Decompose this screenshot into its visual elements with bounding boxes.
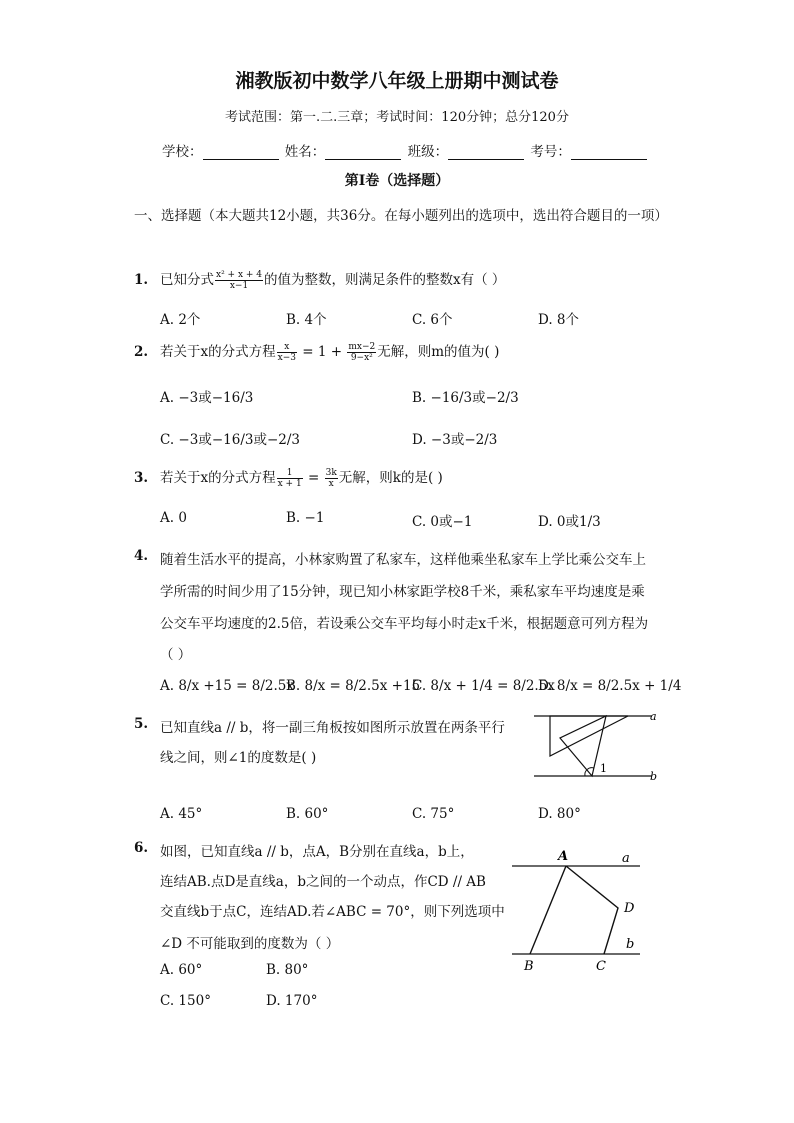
q2-frac2-den: 9−x² [350,353,373,363]
question-6-number: 6. [134,840,149,856]
q6-option-d[interactable]: D. 170° [266,993,318,1009]
q2-post: 无解，则m的值为( ) [377,344,500,360]
point-b-label: B [524,959,534,974]
line-b-label: b [626,937,635,952]
q2-frac1-den: x−3 [277,353,296,363]
q3-fraction-1 [277,468,303,489]
question-text [160,466,443,489]
q2-fraction-1 [277,342,297,363]
section-title: 第I卷（选择题） [344,173,450,189]
point-d-label: D [624,901,635,916]
question-number: 1. [134,272,149,288]
q1-option-a[interactable]: A. 2个 [160,312,201,328]
question-5-line-1: 已知直线a // b，将一副三角板按如图所示放置在两条平行 [160,720,505,736]
q3-eq: = [303,470,324,486]
q3-frac2-den: x [328,479,334,489]
question-text [160,340,499,363]
q1-option-b[interactable]: B. 4个 [286,312,327,328]
q1-pre: 已知分式 [160,272,214,288]
q1-option-c[interactable]: C. 6个 [412,312,453,328]
q1-post: 的值为整数，则满足条件的整数x有（ ） [264,272,506,288]
question-number: 2. [134,344,149,360]
angle-1-label: 1 [600,762,607,775]
q6-option-b[interactable]: B. 80° [266,962,309,978]
question-6-line-4: ∠D 不可能取到的度数为（ ） [160,936,340,952]
q2-eq: = 1 + [297,344,347,360]
q4-option-a[interactable]: A. 8/x +15 = 8/2.5x [160,678,294,694]
q1-option-d[interactable]: D. 8个 [538,312,580,328]
q2-option-c[interactable]: C. −3或−16/3或−2/3 [160,432,300,448]
label-b: b [650,770,658,783]
point-a-label: A [558,849,569,864]
q6-option-a[interactable]: A. 60° [160,962,203,978]
q3-option-d[interactable]: D. 0或1/3 [538,514,601,530]
q2-frac2-num: mx−2 [348,342,376,352]
label-a: a [650,710,657,723]
parallel-lines-figure [508,842,658,976]
q2-pre: 若关于x的分式方程 [160,344,276,360]
class-blank[interactable] [448,145,524,160]
q3-pre: 若关于x的分式方程 [160,470,276,486]
school-label: 学校： [162,144,203,160]
q2-option-d[interactable]: D. −3或−2/3 [412,432,498,448]
question-4-line-4: （ ） [160,647,192,663]
q2-frac1-num: x [277,342,297,353]
question-4-number: 4. [134,548,149,564]
exam-id-blank[interactable] [571,145,647,160]
name-blank[interactable] [325,145,401,160]
q4-option-d[interactable]: D. 8/x = 8/2.5x + 1/4 [538,678,682,694]
q3-option-a[interactable]: A. 0 [160,510,187,526]
exam-title: 湘教版初中数学八年级上册期中测试卷 [235,70,559,92]
question-4-line-1: 随着生活水平的提高，小林家购置了私家车，这样他乘坐私家车上学比乘公交车上 [160,552,646,568]
q3-post: 无解，则k的是( ) [338,470,443,486]
q1-frac-den: x−1 [229,281,249,291]
q3-frac1-num: 1 [277,468,303,479]
section-heading: 一、选择题（本大题共12小题，共36分。在每小题列出的选项中，选出符合题目的一项） [134,208,668,224]
q4-option-c[interactable]: C. 8/x + 1/4 = 8/2.5x [412,678,555,694]
q3-frac2-num: 3k [325,468,337,478]
question-5-number: 5. [134,716,149,732]
q5-option-c[interactable]: C. 75° [412,806,455,822]
student-info-row [162,140,649,160]
line-a-label: a [622,851,630,866]
triangle-figure [532,710,662,786]
question-6-line-3: 交直线b于点C，连结AD.若∠ABC = 70°，则下列选项中 [160,904,505,920]
question-4-line-3: 公交车平均速度的2.5倍，若设乘公交车平均每小时走x千米，根据题意可列方程为 [160,616,649,632]
class-label: 班级： [407,144,449,160]
q4-option-b[interactable]: B. 8/x = 8/2.5x +15 [286,678,421,694]
q2-option-a[interactable]: A. −3或−16/3 [160,390,254,406]
question-number: 3. [134,470,149,486]
question-6-line-2: 连结AB.点D是直线a，b之间的一个动点，作CD // AB [160,874,486,890]
q3-frac1-den: x + 1 [277,479,302,489]
name-label: 姓名： [284,144,326,160]
q1-fraction [215,270,263,291]
question-6-line-1: 如图，已知直线a // b，点A，B分别在直线a，b上， [160,844,474,860]
exam-subtitle: 考试范围：第一.二.三章；考试时间：120分钟；总分120分 [225,110,569,125]
q3-fraction-2 [325,468,338,489]
q3-option-b[interactable]: B. −1 [286,510,325,526]
q5-option-d[interactable]: D. 80° [538,806,581,822]
point-c-label: C [596,959,606,974]
q1-frac-num: x² + x + 4 [216,270,263,280]
question-5-line-2: 线之间，则∠1的度数是( ) [160,750,317,766]
question-4-line-2: 学所需的时间少用了15分钟，现已知小林家距学校8千米，乘私家车平均速度是乘 [160,584,645,600]
school-blank[interactable] [203,145,279,160]
segment-ab [530,866,566,954]
set-square-1 [550,716,628,756]
segments-ad-dc [566,866,618,954]
q6-option-c[interactable]: C. 150° [160,993,211,1009]
q3-option-c[interactable]: C. 0或−1 [412,514,473,530]
question-text [160,268,505,291]
q5-option-a[interactable]: A. 45° [160,806,203,822]
exam-id-label: 考号： [530,144,571,160]
q2-fraction-2 [347,342,376,363]
q2-option-b[interactable]: B. −16/3或−2/3 [412,390,519,406]
q5-option-b[interactable]: B. 60° [286,806,329,822]
